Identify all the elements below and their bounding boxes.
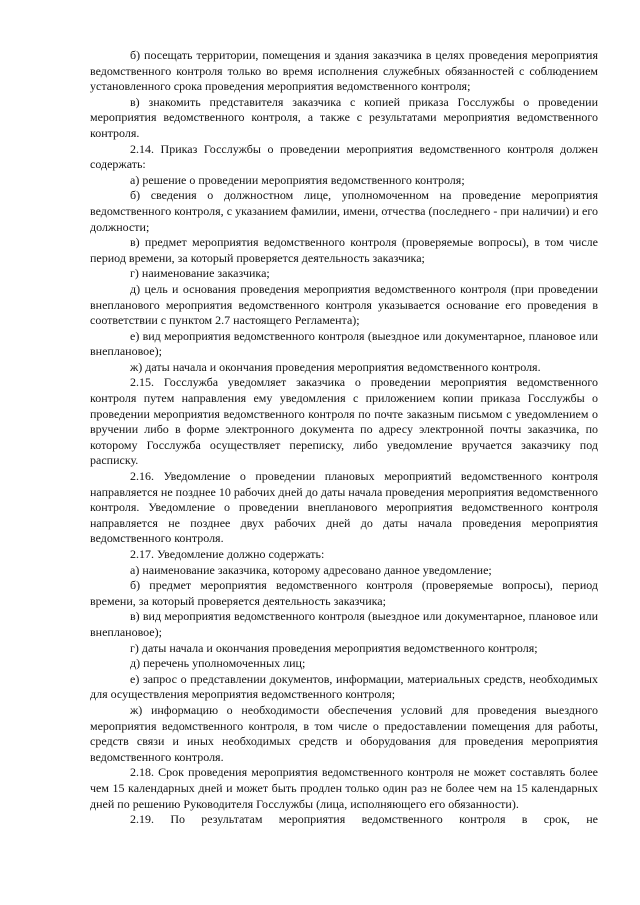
list-item-2-14-e: е) вид мероприятия ведомственного контроля (выездное или документарное, плановое или внеплановое); — [90, 328, 598, 359]
list-item-2-14-g: г) наименование заказчика; — [130, 266, 270, 281]
list-item-2-17-g: г) даты начала и окончания проведения мероприятия ведомственного контроля; — [130, 640, 538, 655]
paragraph-2-18: 2.18. Срок проведения мероприятия ведомственного контроля не может составлять более чем 15 календарных дней и может быть продлен только один раз не более чем на 15 календарных дней по решению Руководителя Госслужбы (лица, исполняющего его обязанности). — [90, 765, 598, 811]
paragraph-v-familiarize: в) знакомить представителя заказчика с копией приказа Госслужбы о проведении мероприятия ведомственного контроля, а также с результатами мероприятия ведомственного контроля. — [90, 94, 598, 140]
paragraph-2-14: 2.14. Приказ Госслужбы о проведении мероприятия ведомственного контроля должен содержать: — [90, 141, 598, 172]
list-item-2-17-e: е) запрос о представлении документов, информации, материальных средств, необходимых для осуществления мероприятия ведомственного контроля; — [90, 671, 598, 702]
list-item-2-17-b: б) предмет мероприятия ведомственного контроля (проверяемые вопросы), период времени, за который проверяется деятельность заказчика; — [90, 578, 598, 608]
document-body — [90, 48, 598, 828]
paragraph-2-15: 2.15. Госслужба уведомляет заказчика о проведении мероприятия ведомственного контроля путем направления ему уведомления с приложением копии приказа Госслужбы о проведении мероприятия ведомственного контроля по почте заказным письмом с уведомлением о вручении либо в форме электронного документа по адресу электронной почты заказчика, по которому Госслужба осуществляет переписку, либо уведомление вручается заказчику под расписку. — [90, 375, 598, 468]
paragraph-2-16: 2.16. Уведомление о проведении плановых мероприятий ведомственного контроля направляется не позднее 10 рабочих дней до даты начала проведения мероприятия ведомственного контроля. Уведомление о проведении внепланового мероприятия ведомственного контроля направляется не позднее двух рабочих дней до даты начала проведения мероприятия ведомственного контроля. — [90, 469, 598, 546]
list-item-2-14-b: б) сведения о должностном лице, уполномоченном на проведение мероприятия ведомственного контроля, с указанием фамилии, имени, отчества (последнего - при наличии) и его должности; — [90, 188, 598, 234]
list-item-2-14-zh: ж) даты начала и окончания проведения мероприятия ведомственного контроля. — [130, 359, 541, 374]
list-item-2-17-d: д) перечень уполномоченных лиц; — [130, 656, 306, 671]
paragraph-2-19: 2.19. По результатам мероприятия ведомственного контроля в срок, не — [130, 812, 598, 827]
list-item-2-14-v: в) предмет мероприятия ведомственного контроля (проверяемые вопросы), в том числе период времени, за который проверяется деятельность заказчика; — [90, 235, 598, 265]
list-item-2-14-a: а) решение о проведении мероприятия ведомственного контроля; — [130, 172, 465, 187]
paragraph-2-17: 2.17. Уведомление должно содержать: — [130, 547, 325, 561]
list-item-2-17-v: в) вид мероприятия ведомственного контроля (выездное или документарное, плановое или внеплановое); — [90, 609, 598, 639]
list-item-2-17-a: а) наименование заказчика, которому адресовано данное уведомление; — [130, 562, 492, 577]
paragraph-b-visit-premises: б) посещать территории, помещения и здания заказчика в целях проведения мероприятия ведомственного контроля только во время исполнения служебных обязанностей с соблюдением установленного срока проведения мероприятия ведомственного контроля; — [90, 48, 598, 94]
list-item-2-17-zh: ж) информацию о необходимости обеспечения условий для проведения выездного мероприятия ведомственного контроля, в том числе о предоставлении помещения для работы, средств связи и иных необходимых средств и оборудования для проведения мероприятия ведомственного контроля. — [90, 702, 598, 764]
list-item-2-14-d: д) цель и основания проведения мероприятия ведомственного контроля (при проведении внепланового мероприятия ведомственного контроля указывается основание его проведения в соответствии с пунктом 2.7 настоящего Регламента); — [90, 281, 598, 328]
